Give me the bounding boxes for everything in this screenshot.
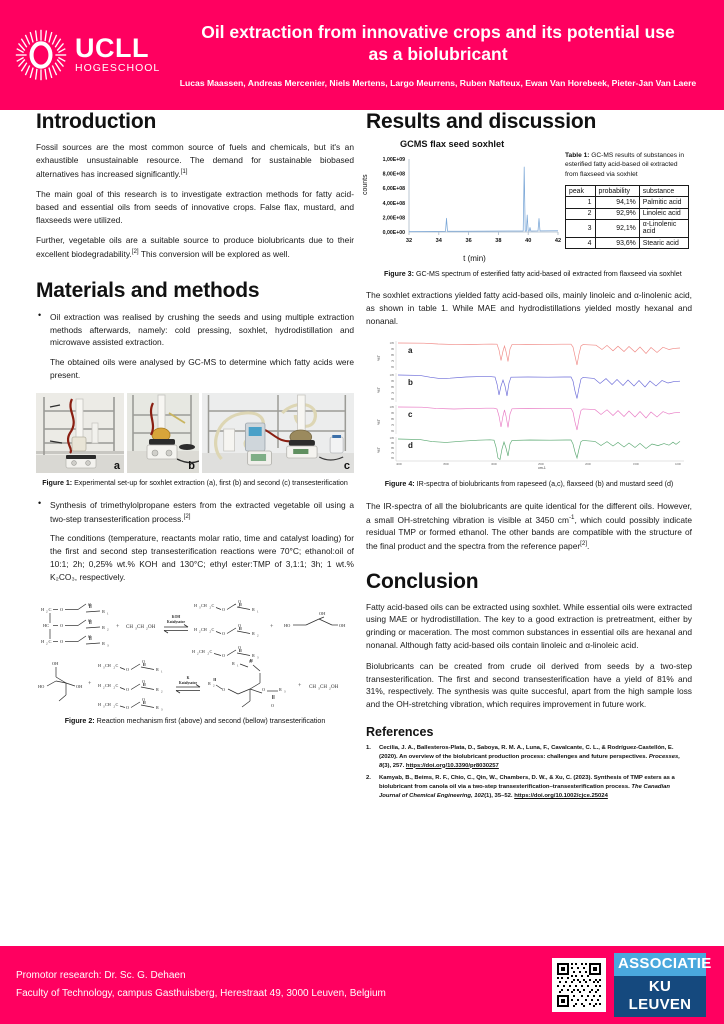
figure-1-photos [36,393,354,473]
svg-text:95: 95 [391,411,394,415]
photo-label-a: a [113,459,120,472]
svg-text:3: 3 [135,626,137,631]
svg-text:CH: CH [320,685,327,691]
svg-text:CH: CH [105,702,111,708]
cell-peak: 4 [566,237,596,248]
svg-text:2: 2 [213,683,215,688]
cell-substance: α-Linolenic acid [639,219,688,237]
footer-line-1: Promotor research: Dr. Sc. G. Dehaen [16,969,186,981]
svg-text:85: 85 [391,446,394,450]
cell-probability: 93,6% [595,237,639,248]
svg-text:R: R [252,653,255,659]
cell-peak: 1 [566,197,596,208]
svg-text:C: C [211,627,215,633]
reference-detail: (3), 257. [382,762,406,769]
svg-text:85: 85 [391,385,394,389]
conclusion-paragraph-2: Biolubricants can be created from crude oil derived from seeds by a two-step transesterification. The first and second transesterification have a yield of 81% and 31%, respectively. The synthesis was quite succesful, apart from the high sample loss and the OH-stretching vibration, which requires improvement in future work. [366,660,692,710]
gcms-chart [362,151,561,264]
svg-text:105: 105 [389,436,394,440]
svg-text:1500: 1500 [633,462,639,466]
figure-1-caption-text: Experimental set-up for soxhlet extraction (a), first (b) and second (c) transesterification [72,478,348,487]
conclusion-heading: Conclusion [366,569,479,593]
svg-text:+: + [298,683,302,690]
svg-text:H: H [41,639,45,645]
ucll-logo [0,0,170,110]
cell-substance: Linoleic acid [639,208,688,219]
svg-text:OH: OH [319,611,326,617]
svg-text:H: H [98,702,102,708]
svg-text:OH: OH [52,661,59,667]
svg-text:KOH: KOH [171,615,181,620]
svg-text:HO: HO [38,684,45,690]
table-1-block [561,151,689,263]
svg-text:2: 2 [46,609,48,614]
svg-text:3: 3 [257,655,259,660]
svg-text:2: 2 [257,633,259,638]
author-list: Lucas Maassen, Andreas Mercenier, Niels Mertens, Largo Meurrens, Ruben Nafteux, Ewan Van Horebeek, Pieter-Jan Van Laere [179,77,697,88]
svg-text:O: O [222,653,226,659]
svg-text:O: O [60,623,64,629]
photo-label-b: b [188,459,195,472]
svg-text:%T: %T [376,354,381,361]
reference-item [366,744,692,771]
svg-text:O: O [222,687,226,693]
svg-text:CH: CH [105,683,111,689]
materials-bullet-2-sub: The conditions (temperature, reactants molar ratio, time and catalyst loading) for the first and second step transesterification reactions were 70°C; ethanol:oil of 10:1; 2h; 0,25% wt.% KOH and 130°C; ethyl ester:TMP of 3,1:1; 3h; 1 wt.% K₂CO₃, respectively. [50,533,354,582]
svg-text:4,00E+08: 4,00E+08 [382,200,405,207]
svg-text:OH: OH [331,685,339,691]
svg-text:3: 3 [107,643,109,648]
svg-text:3500: 3500 [443,462,449,466]
svg-text:O: O [238,599,242,605]
right-column [362,110,692,805]
cell-substance: Stearic acid [639,237,688,248]
poster-header [0,0,724,110]
svg-text:Katalysator: Katalysator [166,620,186,625]
ir-x-axis-label: cm-1 [538,465,546,470]
svg-text:R: R [232,661,235,667]
page-title: Oil extraction from innovative crops and its potential use as a biolubricant [201,22,675,65]
figure-4-caption-text: IR-spectra of biolubricants from rapeseed (a,c), flaxseed (b) and mustard seed (d) [414,479,674,488]
svg-text:H: H [194,627,198,633]
svg-text:CH: CH [201,627,207,633]
svg-text:O: O [60,607,64,613]
lab-photo-b [127,393,199,473]
svg-text:2: 2 [113,665,115,670]
intro-p1-text: Fossil sources are the most common source of fuels and chemicals, but it's an exhaustible unsustainable resource. The demand for sustainable biobased alternatives has increased significantly. [36,142,354,179]
svg-text:CH: CH [201,603,207,609]
svg-text:38: 38 [495,238,502,245]
svg-text:O: O [222,631,226,637]
gcms-y-axis-label: counts [362,174,369,196]
footer-line-2: Faculty of Technology, campus Gasthuisberg, Herestraat 49, 3000 Leuven, Belgium [16,988,386,999]
figure-2-caption-text: Reaction mechanism first (above) and second (bellow) transesterification [94,717,326,726]
reference-doi-link[interactable]: https://doi.org/10.3390/pr8030257 [405,762,499,769]
reference-authors: Kamyab, B., Beims, R. F., Chio, C., Qin, W., Chambers, D. W., & Xu, C. (2023). Synthesis of TMP esters as a biolubricant from canola oil via a two-step transesterification–transesterification process. [379,775,675,791]
conclusion-paragraph-1: Fatty acid-based oils can be extracted using soxhlet. While essential oils were extracted using MAE or hydrodistillation. The key to a good extraction is pretreatment, either by grinding or maceration. The most common substances in essential oils are hexanal and nonanal. Although fatty acid-based oils contain linoleic and α-linoleic acid. [366,601,692,650]
svg-text:2: 2 [107,627,109,632]
results-p2-text-b: , which could possibly indicate residual TMP or formed ethanol. The other bands are compatible with the structure of the final product and the spectra from the reference paper [366,514,692,551]
reference-authors: Cecilia, J. A., Ballesteros-Plata, D., Saboya, R. M. A., Luna, F., Cavalcante, C. L., & Rodríguez-Castellón, E. (2020). An overview of the biolubricant production process: challenges and future perspectives. [379,744,674,760]
svg-text:R: R [208,681,211,687]
svg-text:3: 3 [199,605,201,610]
svg-text:R: R [156,687,159,693]
svg-text:3000: 3000 [491,462,497,466]
qr-code[interactable] [552,958,606,1012]
svg-text:34: 34 [435,238,442,245]
svg-text:65: 65 [391,429,394,433]
svg-text:O: O [222,607,226,613]
svg-text:b: b [408,377,413,387]
svg-text:C: C [211,603,215,609]
figure-1-caption-label: Figure 1: [42,478,73,487]
results-p2-text-c: . [587,540,590,551]
svg-text:R: R [156,667,159,673]
table-row [566,208,689,219]
figure-4-ir-spectra [366,340,692,475]
svg-text:2: 2 [329,686,331,691]
svg-text:O: O [126,705,130,711]
svg-text:+: + [88,681,92,688]
svg-text:R: R [156,705,159,711]
svg-text:Katalysator: Katalysator [178,681,198,686]
references-heading: References [366,724,434,739]
svg-text:105: 105 [389,373,394,377]
svg-text:95: 95 [391,379,394,383]
svg-text:32: 32 [405,238,413,245]
svg-text:R: R [102,609,105,615]
cell-probability: 92,1% [595,219,639,237]
svg-text:105: 105 [389,341,394,345]
gcms-x-axis-label: t (min) [463,254,486,264]
table-1 [565,185,689,249]
table-header-peak: peak [566,186,596,197]
ir-spectra-plot [366,340,692,470]
svg-text:1: 1 [161,669,163,674]
table-1-caption-text: GC-MS results of substances in esterified fatty acid-based oil extracted from flaxseed via soxhlet [565,152,684,178]
list-item [36,499,354,583]
left-column [36,110,354,727]
poster-body [0,110,724,948]
svg-text:C: C [115,683,119,689]
svg-text:2500: 2500 [538,462,544,466]
svg-text:R: R [279,687,282,693]
table-header-substance: substance [639,186,688,197]
svg-text:40: 40 [525,238,532,245]
svg-text:8,00E+08: 8,00E+08 [382,171,405,178]
svg-text:CH: CH [309,685,316,691]
svg-text:2: 2 [209,605,211,610]
svg-text:H: H [194,603,198,609]
results-paragraph-2 [366,500,692,553]
svg-text:2000: 2000 [585,462,591,466]
svg-text:O: O [60,639,64,645]
svg-text:95: 95 [391,347,394,351]
reference-journal: The Canadian Journal of Chemical Engineering, 102 [379,784,671,800]
results-paragraph-1: The soxhlet extractions yielded fatty acid-based oils, mainly linoleic and α-linolenic acid, as shown in table 1. While MAE and hydrodistillations yielded mostly hexanal and nonanal. [366,290,692,326]
list-item [36,311,354,382]
cell-probability: 94,1% [595,197,639,208]
table-1-caption [565,151,689,179]
svg-text:+: + [116,624,120,631]
svg-text:75: 75 [391,359,394,363]
svg-text:CH: CH [105,663,111,669]
svg-text:65: 65 [391,456,394,460]
figure-2-caption [36,716,354,726]
svg-text:2: 2 [113,685,115,690]
results-heading: Results and discussion [366,110,597,133]
svg-text:4000: 4000 [396,462,402,466]
svg-text:3: 3 [284,689,286,694]
svg-text:42: 42 [554,238,561,245]
svg-text:H: H [98,683,102,689]
svg-text:R: R [102,625,105,631]
svg-text:6,00E+08: 6,00E+08 [382,186,405,193]
svg-text:1: 1 [107,611,109,616]
svg-text:C: C [48,607,52,613]
ucll-logo-name: UCLL [75,32,149,63]
figure-2-reaction-scheme [36,595,354,711]
intro-p1-citation: [1] [180,167,188,175]
figure-3-caption-label: Figure 3: [384,270,414,279]
svg-text:%T: %T [376,418,381,425]
cell-probability: 92,9% [595,208,639,219]
associatie-ku-leuven-logo [614,953,712,1017]
figure-2-caption-label: Figure 2: [64,717,95,726]
svg-text:65: 65 [391,365,394,369]
svg-text:c: c [408,409,413,419]
svg-text:C: C [209,649,213,655]
svg-text:H: H [41,607,45,613]
intro-p3-citation: [2] [131,248,139,256]
svg-text:d: d [408,440,413,450]
introduction-paragraph-3 [36,234,354,260]
poster-footer [0,946,724,1024]
svg-text:95: 95 [391,441,394,445]
gcms-plot-area [366,151,561,253]
intro-p3-text-b: This conversion will be explored as well. [138,249,290,260]
table-row [566,197,689,208]
svg-text:C: C [48,639,52,645]
svg-text:OH: OH [339,623,346,629]
photo-label-c: c [343,459,350,472]
svg-text:85: 85 [391,353,394,357]
table-row [566,237,689,248]
reference-doi-link[interactable]: https://doi.org/10.1002/cjce.25024 [514,793,608,800]
svg-text:R: R [252,607,255,613]
svg-text:R: R [102,641,105,647]
figure-3-caption [366,269,692,279]
svg-text:a: a [408,345,413,355]
materials-bullet-2-citation: [2] [183,512,191,520]
svg-text:2,00E+08: 2,00E+08 [382,215,405,222]
svg-text:H: H [98,663,102,669]
svg-text:2: 2 [103,685,105,690]
references-list [366,744,692,801]
ucll-logo-subtitle: HOGESCHOOL [75,61,161,74]
introduction-paragraph-2: The main goal of this research is to investigate extraction methods for fatty acid-based and essential oils from seeds of innovative crops. False flax, mustard, and flaxseeds were utilized. [36,189,354,225]
svg-text:75: 75 [391,451,394,455]
svg-text:O: O [142,659,146,665]
svg-text:O: O [126,667,130,673]
svg-text:O: O [88,634,92,640]
svg-text:R: R [252,631,255,637]
associatie-label: ASSOCIATIE [614,953,706,976]
figure-4-caption-label: Figure 4: [384,479,415,488]
svg-text:O: O [142,679,146,685]
lab-photo-a [36,393,124,473]
svg-text:3: 3 [103,704,105,709]
svg-text:1: 1 [257,609,259,614]
materials-bullet-2 [50,499,354,525]
table-1-caption-label: Table 1: [565,152,590,160]
svg-text:2: 2 [199,629,201,634]
reference-item [366,774,692,801]
footer-logos [552,953,724,1017]
introduction-heading: Introduction [36,110,157,133]
svg-text:O: O [238,645,242,651]
lab-photo-c [202,393,354,473]
svg-text:O: O [142,697,146,703]
svg-text:O: O [238,623,242,629]
svg-text:H: H [192,649,196,655]
ku-leuven-label: KU LEUVEN [614,976,706,1018]
svg-text:O: O [271,703,275,709]
svg-text:0,00E+00: 0,00E+00 [382,230,405,237]
svg-text:75: 75 [391,423,394,427]
svg-text:%T: %T [376,386,381,393]
svg-text:%T: %T [376,446,381,453]
results-chart-and-table-row [362,151,692,264]
cell-peak: 2 [566,208,596,219]
svg-text:36: 36 [465,238,472,245]
svg-text:HO: HO [284,623,291,629]
svg-text:C: C [115,702,119,708]
svg-text:O: O [88,602,92,608]
materials-bullet-list-2 [36,499,354,583]
svg-text:2: 2 [113,704,115,709]
results-p2-text-a: The IR-spectra of all the biolubricants are quite identical for the different oils. However, a small OH-stretching vibration is visible at 3450 cm [366,500,692,525]
svg-text:85: 85 [391,417,394,421]
svg-text:CH: CH [137,625,144,631]
svg-text:+: + [270,624,274,631]
svg-text:C: C [115,663,119,669]
gcms-chart-title: GCMS flax seed soxhlet [400,139,505,150]
svg-text:2: 2 [146,626,148,631]
svg-text:K: K [186,676,190,681]
reference-detail: (1), 35–52. [484,793,515,800]
svg-text:O: O [88,618,92,624]
svg-text:75: 75 [391,391,394,395]
svg-text:3: 3 [318,686,320,691]
svg-text:OH: OH [76,684,83,690]
reaction-scheme-diagram [36,595,354,711]
cell-peak: 3 [566,219,596,237]
figure-4-caption [366,479,692,489]
svg-text:2: 2 [209,629,211,634]
svg-text:O: O [262,687,266,693]
table-row [566,219,689,237]
table-header-row [566,186,689,197]
qr-code-icon [555,961,603,1009]
svg-text:HC: HC [43,623,50,629]
svg-text:CH: CH [199,649,205,655]
svg-text:105: 105 [389,405,394,409]
figure-3-caption-text: GC-MS spectrum of esterified fatty acid-based oil extracted from flaxseed via soxhlet [413,270,682,279]
svg-text:CH: CH [126,625,133,631]
svg-text:2: 2 [46,641,48,646]
figure-1-caption [36,478,354,488]
svg-text:3: 3 [161,707,163,712]
ucll-sunburst-icon [14,28,68,82]
svg-text:2: 2 [161,689,163,694]
cell-substance: Palmitic acid [639,197,688,208]
svg-text:OH: OH [148,625,156,631]
introduction-paragraph-1 [36,141,354,180]
svg-text:65: 65 [391,397,394,401]
results-p2-citation: [2] [580,540,588,548]
svg-text:3: 3 [103,665,105,670]
svg-text:1: 1 [237,663,239,668]
svg-text:1,00E+09: 1,00E+09 [382,157,405,164]
intro-p3-text-a: Further, vegetable oils are a suitable source to produce biolubricants due to their excellent biodegradability. [36,235,354,260]
results-p2-superscript: -1 [568,513,575,521]
materials-bullet-1-sub: The obtained oils were analysed by GC-MS to determine which fatty acids were present. [50,357,354,380]
table-header-probability: probability [595,186,639,197]
svg-text:1000: 1000 [675,462,681,466]
materials-bullet-2-text: Synthesis of trimethylolpropane esters from the extracted vegetable oil using a two-step transesterification process. [50,500,354,524]
footer-contact [0,967,552,1004]
svg-text:O: O [126,687,130,693]
svg-text:O: O [249,659,253,665]
materials-bullet-1: • Oil extraction was realised by crushing the seeds and using multiple extraction methods afterwards, namely: cold pressing, soxhlet, hydrodistillation and microwave assisted extraction. [50,311,354,348]
materials-heading: Materials and methods [36,278,260,302]
svg-text:2: 2 [207,651,209,656]
reference-journal: Processes, 8 [379,753,680,769]
svg-text:2: 2 [197,651,199,656]
materials-bullet-list-1 [36,311,354,382]
